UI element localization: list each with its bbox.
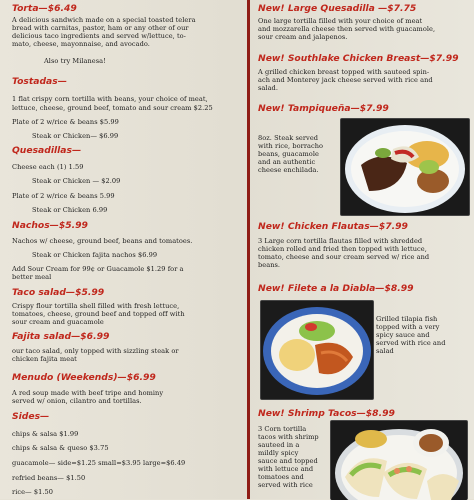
filete-desc-4: served with rice and — [376, 339, 446, 347]
taco-salad-desc-1: Crispy flour tortilla shell filled with fresh lettuce, — [12, 302, 180, 310]
large-quesadilla-desc-3: sour cream and jalapenos. — [258, 33, 348, 41]
filete-heading — [258, 283, 414, 294]
new-badge: New! — [258, 53, 285, 64]
filete-desc-5: salad — [376, 347, 394, 355]
sides-rice: rice— $1.50 — [12, 488, 53, 496]
filete-photo — [260, 300, 374, 400]
menudo-heading: Menudo (Weekends)—$6.99 — [12, 372, 156, 383]
shrimp-desc-2: tacos with shrimp — [258, 433, 319, 441]
shrimp-desc-4: mildly spicy — [258, 449, 299, 457]
tampiquena-desc-1: 8oz. Steak served — [258, 134, 319, 142]
quesadillas-line-4: Steak or Chicken 6.99 — [32, 206, 108, 214]
tampiquena-desc-4: and an authentic — [258, 158, 316, 166]
taco-salad-desc-2: tomatoes, cheese, ground beef and topped off with — [12, 310, 185, 318]
tampiquena-photo — [340, 118, 470, 216]
torta-also: Also try Milanesa! — [44, 57, 106, 65]
flautas-heading — [258, 221, 408, 232]
sides-guacamole: guacamole— side=$1.25 small=$3.95 large=$6.49 — [12, 459, 186, 467]
nachos-line-3: Add Sour Cream for 99¢ or Guacamole $1.29 for a — [12, 265, 184, 273]
sides-refried-beans: refried beans— $1.50 — [12, 474, 86, 482]
tostadas-desc-1: 1 flat crispy corn tortilla with beans, your choice of meat, — [12, 95, 208, 103]
quesadillas-line-2: Steak or Chicken — $2.09 — [32, 177, 121, 185]
flautas-desc-4: beans. — [258, 261, 281, 269]
fajita-salad-desc-2: chicken fajita meat — [12, 355, 77, 363]
flautas-desc-1: 3 Large corn tortilla flautas filled with shredded — [258, 237, 423, 245]
shrimp-photo — [330, 420, 468, 500]
large-quesadilla-desc-2: and mozzarella cheese then served with guacamole, — [258, 25, 436, 33]
southlake-heading — [258, 53, 458, 64]
tostadas-heading: Tostadas— — [12, 76, 67, 87]
southlake-desc-3: salad. — [258, 84, 278, 92]
tampiquena-desc-3: beans, guacamole — [258, 150, 319, 158]
new-badge: New! — [258, 221, 285, 232]
sides-chips-queso: chips & salsa & queso $3.75 — [12, 444, 109, 452]
flautas-desc-2: chicken rolled and fried then topped with lettuce, — [258, 245, 427, 253]
fajita-salad-desc-1: our taco salad, only topped with sizzling steak or — [12, 347, 179, 355]
shrimp-desc-5: sauce and topped — [258, 457, 318, 465]
nachos-line-4: better meal — [12, 273, 52, 281]
new-badge: New! — [258, 283, 285, 294]
shrimp-heading — [258, 408, 395, 419]
new-badge: New! — [258, 103, 285, 114]
torta-desc-2: bread with carnitas, pastor, ham or any other of our — [12, 24, 189, 32]
menudo-desc-2: served w/ onion, cilantro and tortillas. — [12, 397, 142, 405]
flautas-title: Chicken Flautas—$7.99 — [287, 221, 408, 232]
taco-salad-heading: Taco salad—$5.99 — [12, 287, 105, 298]
shrimp-desc-1: 3 Corn tortilla — [258, 425, 307, 433]
filete-desc-1: Grilled tilapia fish — [376, 315, 438, 323]
large-quesadilla-desc-1: One large tortilla filled with your choice of meat — [258, 17, 423, 25]
tostadas-plate: Plate of 2 w/rice & beans $5.99 — [12, 118, 119, 126]
nachos-heading: Nachos—$5.99 — [12, 220, 88, 231]
tampiquena-heading — [258, 103, 389, 114]
torta-heading: Torta—$6.49 — [12, 3, 77, 14]
large-quesadilla-heading — [258, 3, 416, 14]
flautas-desc-3: tomato, cheese and sour cream served w/ rice and — [258, 253, 430, 261]
nachos-line-2: Steak or Chicken fajita nachos $6.99 — [32, 251, 158, 259]
tampiquena-desc-2: with rice, borracho — [258, 142, 324, 150]
shrimp-desc-3: sauteed in a — [258, 441, 300, 449]
shrimp-desc-7: tomatoes and — [258, 473, 304, 481]
quesadillas-line-1: Cheese each (1) 1.59 — [12, 163, 84, 171]
fajita-salad-heading: Fajita salad—$6.99 — [12, 331, 110, 342]
quesadillas-line-3: Plate of 2 w/rice & beans 5.99 — [12, 192, 115, 200]
new-badge: New! — [258, 408, 285, 419]
tampiquena-desc-5: cheese enchilada. — [258, 166, 319, 174]
tampiquena-plate-image — [341, 119, 469, 215]
shrimp-desc-6: with lettuce and — [258, 465, 314, 473]
nachos-line-1: Nachos w/ cheese, ground beef, beans and tomatoes. — [12, 237, 193, 245]
southlake-title: Southlake Chicken Breast—$7.99 — [287, 53, 459, 64]
torta-desc-4: mato, cheese, mayonnaise, and avocado. — [12, 40, 150, 48]
sides-heading: Sides— — [12, 411, 50, 422]
filete-desc-3: spicy sauce and — [376, 331, 430, 339]
quesadillas-heading: Quesadillas— — [12, 145, 82, 156]
southlake-desc-2: ach and Monterey jack cheese served with rice and — [258, 76, 433, 84]
taco-salad-desc-3: sour cream and guacamole — [12, 318, 104, 326]
southlake-desc-1: A grilled chicken breast topped with sauteed spin- — [258, 68, 430, 76]
torta-desc-3: delicious taco ingredients and served w/lettuce, to- — [12, 32, 186, 40]
new-badge: New! — [258, 3, 285, 14]
shrimp-title: Shrimp Tacos—$8.99 — [287, 408, 395, 419]
column-divider — [247, 0, 250, 499]
menudo-desc-1: A red soup made with beef tripe and hominy — [12, 389, 164, 397]
large-quesadilla-title: Large Quesadilla —$7.75 — [287, 3, 417, 14]
tostadas-steak: Steak or Chicken— $6.99 — [32, 132, 119, 140]
tampiquena-title: Tampiqueña—$7.99 — [287, 103, 389, 114]
filete-plate-image — [261, 301, 373, 399]
torta-desc-1: A delicious sandwich made on a special toasted telera — [12, 16, 196, 24]
filete-desc-2: topped with a very — [376, 323, 440, 331]
filete-title: Filete a la Diabla—$8.99 — [287, 283, 414, 294]
sides-chips-salsa: chips & salsa $1.99 — [12, 430, 79, 438]
tostadas-desc-2: lettuce, cheese, ground beef, tomato and sour cream $2.25 — [12, 104, 213, 112]
shrimp-desc-8: served with rice — [258, 481, 313, 489]
shrimp-plate-image — [331, 421, 467, 500]
